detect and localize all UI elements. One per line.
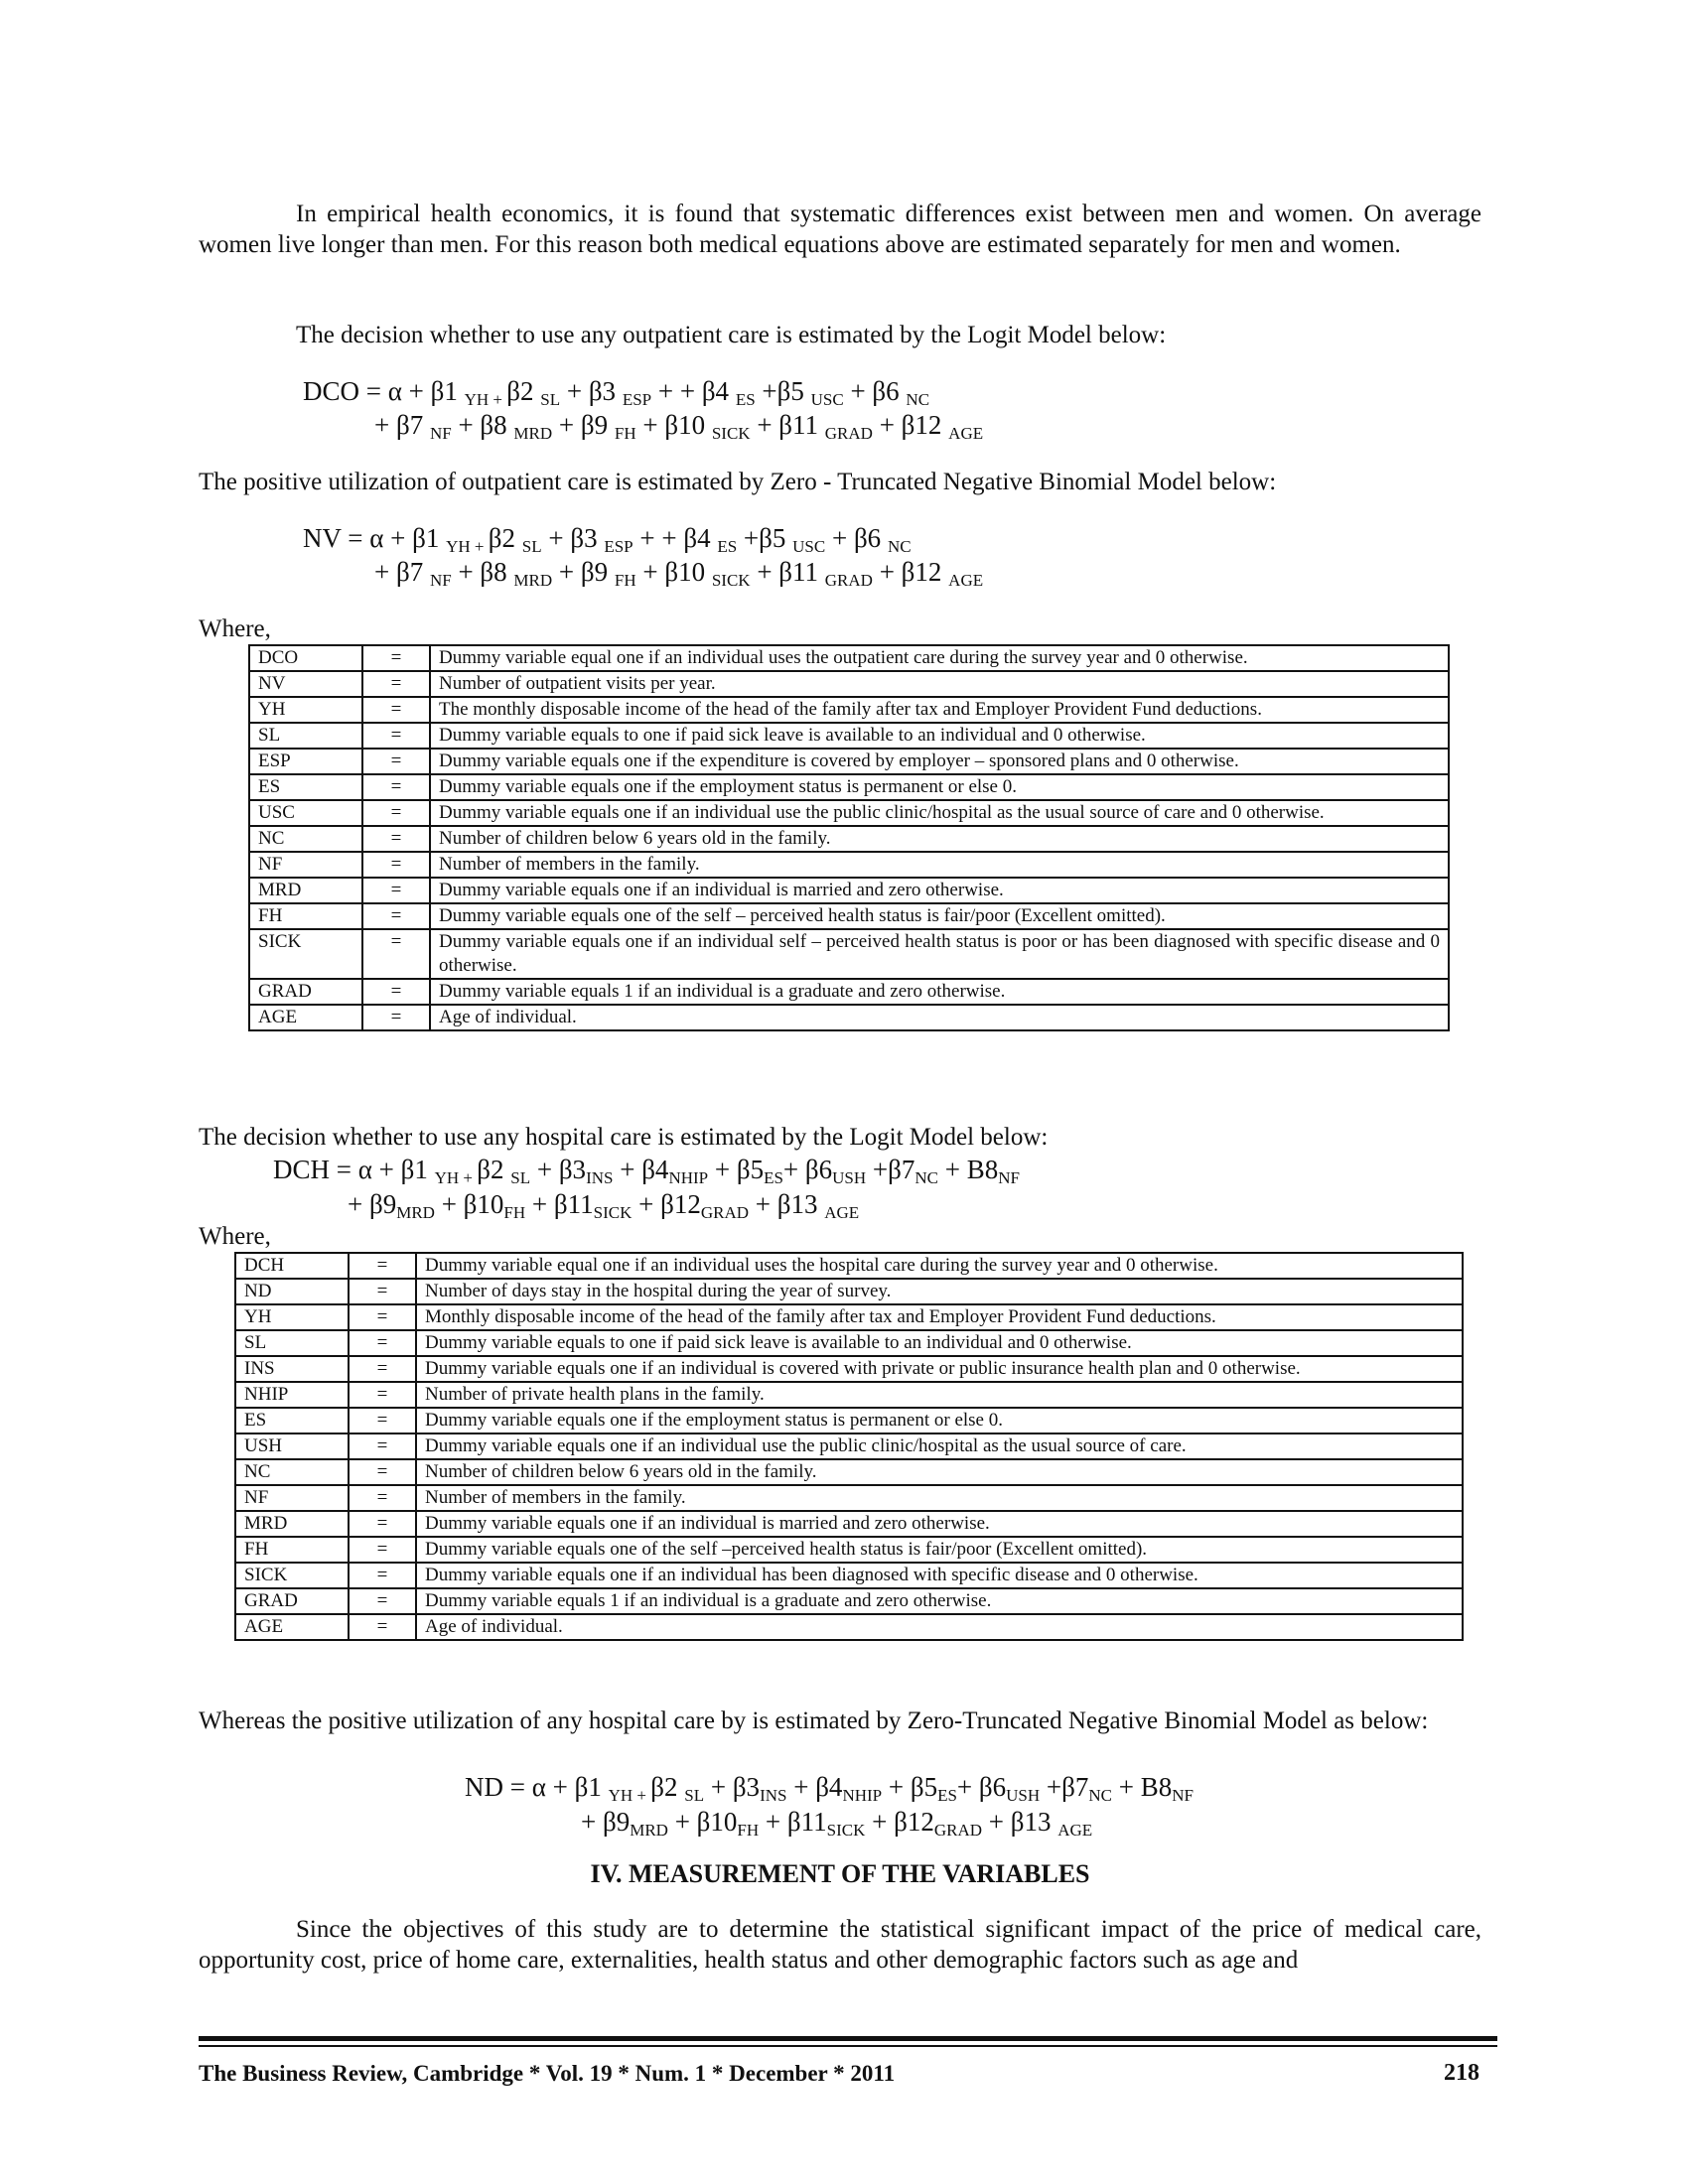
equation-subscript: NF: [1172, 1786, 1194, 1805]
equals-cell: =: [362, 723, 430, 749]
section-heading: IV. MEASUREMENT OF THE VARIABLES: [590, 1859, 1090, 1888]
equation-term: + B8: [938, 1155, 999, 1184]
equation-subscript: FH: [614, 571, 636, 590]
where-label-2: Where,: [199, 1223, 271, 1250]
equation-term: + β3: [541, 523, 605, 553]
variable-description-cell: Dummy variable equals one if an individual has been diagnosed with specific disease and 0 otherwise.: [416, 1563, 1463, 1588]
equation-term: +β7: [866, 1155, 915, 1184]
equals-cell: =: [349, 1614, 416, 1640]
equation-subscript: NHIP: [668, 1168, 709, 1187]
equals-cell: =: [362, 774, 430, 800]
outpatient-utilization-paragraph: The positive utilization of outpatient care is estimated by Zero - Truncated Negative Binomial Model below:: [199, 469, 1277, 495]
equation-subscript: INS: [760, 1786, 787, 1805]
variables-table-outpatient: [248, 644, 1450, 1031]
variable-description-cell: Dummy variable equals one if the employment status is permanent or else 0.: [430, 774, 1449, 800]
table-row: [249, 852, 1449, 878]
equation-subscript: YH +: [446, 537, 489, 556]
table-row: [235, 1614, 1463, 1640]
equation-term: + β9: [552, 557, 615, 587]
equals-cell: =: [349, 1563, 416, 1588]
where-label-1: Where,: [199, 615, 271, 642]
table-row: [249, 929, 1449, 979]
equation-subscript: SL: [684, 1786, 705, 1805]
equation-dco-line-2: [374, 409, 983, 441]
table-row: [249, 749, 1449, 774]
equation-subscript: NF: [429, 424, 452, 443]
variable-description-cell: Monthly disposable income of the head of the family after tax and Employer Provident Fund deductions.: [416, 1304, 1463, 1330]
equation-term: + β9: [552, 410, 615, 440]
equals-cell: =: [362, 826, 430, 852]
equals-cell: =: [362, 852, 430, 878]
equation-subscript: USH: [1006, 1786, 1041, 1805]
equation-term: + β10: [667, 1807, 738, 1837]
variable-description-cell: Number of days stay in the hospital during the year of survey.: [416, 1279, 1463, 1304]
equation-subscript: MRD: [630, 1821, 668, 1840]
equals-cell: =: [349, 1408, 416, 1433]
variable-description-cell: Dummy variable equals one if an individual is married and zero otherwise.: [430, 878, 1449, 903]
equals-cell: =: [349, 1279, 416, 1304]
equation-term: + β12: [872, 557, 949, 587]
variable-symbol-cell: GRAD: [249, 979, 362, 1005]
equation-subscript: YH +: [608, 1786, 651, 1805]
equation-term: + β11: [750, 557, 825, 587]
table-row: [249, 774, 1449, 800]
variable-symbol-cell: USC: [249, 800, 362, 826]
variable-symbol-cell: GRAD: [235, 1588, 349, 1614]
equation-nd-line-2: [581, 1806, 1092, 1838]
variable-symbol-cell: INS: [235, 1356, 349, 1382]
intro-paragraph-2: The decision whether to use any outpatient care is estimated by the Logit Model below:: [296, 322, 1167, 348]
equation-term: DCH = α + β1: [273, 1155, 435, 1184]
equation-subscript: NC: [887, 537, 912, 556]
equals-cell: =: [362, 878, 430, 903]
equation-subscript: SL: [521, 537, 542, 556]
hospital-utilization-paragraph: Whereas the positive utilization of any hospital care by is estimated by Zero-Truncated Negative Binomial Model as below:: [199, 1707, 1429, 1734]
equation-term: + β7: [374, 410, 430, 440]
equals-cell: =: [362, 979, 430, 1005]
variable-description-cell: Dummy variable equals to one if paid sick leave is available to an individual and 0 otherwise.: [430, 723, 1449, 749]
variable-description-cell: Dummy variable equals one if the expenditure is covered by employer – sponsored plans and 0 otherwise.: [430, 749, 1449, 774]
equation-subscript: SL: [510, 1168, 531, 1187]
equation-term: + β5: [708, 1155, 765, 1184]
equation-term: + β9: [348, 1189, 397, 1219]
equation-subscript: USC: [792, 537, 826, 556]
equation-subscript: MRD: [396, 1203, 435, 1222]
equation-term: + β10: [434, 1189, 504, 1219]
variable-description-cell: Dummy variable equals one if an individual is covered with private or public insurance health plan and 0 otherwise.: [416, 1356, 1463, 1382]
equals-cell: =: [362, 929, 430, 979]
table-row: [235, 1563, 1463, 1588]
equation-term: + β8: [451, 410, 514, 440]
variable-symbol-cell: MRD: [249, 878, 362, 903]
equation-term: + β10: [635, 410, 712, 440]
equation-term: NV = α + β1: [303, 523, 447, 553]
equation-subscript: AGE: [948, 571, 984, 590]
equation-term: + β13: [749, 1189, 825, 1219]
equation-subscript: YH +: [434, 1168, 478, 1187]
variable-symbol-cell: NV: [249, 671, 362, 697]
table-row: [249, 1005, 1449, 1030]
equation-term: + β8: [451, 557, 514, 587]
intro-paragraph-1: In empirical health economics, it is found that systematic differences exist between men and women. On average women live longer than men. For this reason both medical equations above are estimated separately for men and women.: [199, 201, 1481, 258]
variable-symbol-cell: ES: [235, 1408, 349, 1433]
variable-symbol-cell: AGE: [235, 1614, 349, 1640]
equals-cell: =: [349, 1382, 416, 1408]
variable-description-cell: Dummy variable equals one if an individual is married and zero otherwise.: [416, 1511, 1463, 1537]
equation-subscript: SICK: [593, 1203, 633, 1222]
equation-term: + β6: [956, 1772, 1007, 1802]
equation-term: + β3: [530, 1155, 587, 1184]
table-row: [235, 1433, 1463, 1459]
variable-symbol-cell: NF: [235, 1485, 349, 1511]
equals-cell: =: [349, 1459, 416, 1485]
footer-rule-thick: [199, 2036, 1497, 2041]
variable-description-cell: Age of individual.: [416, 1614, 1463, 1640]
equals-cell: =: [349, 1537, 416, 1563]
table-row: [235, 1253, 1463, 1279]
variable-symbol-cell: SL: [235, 1330, 349, 1356]
variable-description-cell: Age of individual.: [430, 1005, 1449, 1030]
equation-term: + β12: [865, 1807, 934, 1837]
equation-term: + β6: [825, 523, 888, 553]
equation-subscript: FH: [614, 424, 636, 443]
equals-cell: =: [349, 1433, 416, 1459]
equation-subscript: AGE: [824, 1203, 860, 1222]
equation-subscript: SICK: [826, 1821, 866, 1840]
variable-symbol-cell: YH: [249, 697, 362, 723]
variable-description-cell: Dummy variable equals one if an individual self – perceived health status is poor or has been diagnosed with specific disease and 0 otherwise.: [430, 929, 1449, 979]
variable-description-cell: Dummy variable equals 1 if an individual is a graduate and zero otherwise.: [430, 979, 1449, 1005]
equation-subscript: ESP: [604, 537, 633, 556]
equals-cell: =: [362, 697, 430, 723]
table-row: [235, 1382, 1463, 1408]
equation-subscript: MRD: [513, 424, 553, 443]
equation-term: DCO = α + β1: [303, 376, 465, 406]
variable-description-cell: Dummy variable equals one if the employment status is permanent or else 0.: [416, 1408, 1463, 1433]
equation-subscript: FH: [737, 1821, 760, 1840]
variable-description-cell: Dummy variable equals one if an individual use the public clinic/hospital as the usual source of care.: [416, 1433, 1463, 1459]
table-row: [235, 1304, 1463, 1330]
equation-dco-line-1: [303, 375, 929, 407]
equation-term: + β6: [843, 376, 907, 406]
variable-symbol-cell: NF: [249, 852, 362, 878]
equation-term: + β13: [982, 1807, 1058, 1837]
equation-term: + β11: [750, 410, 825, 440]
equation-term: + β11: [759, 1807, 827, 1837]
equation-subscript: GRAD: [824, 424, 873, 443]
table-row: [249, 800, 1449, 826]
equation-term: +β5: [737, 523, 793, 553]
equals-cell: =: [362, 749, 430, 774]
variable-symbol-cell: NC: [235, 1459, 349, 1485]
table-row: [235, 1511, 1463, 1537]
equals-cell: =: [362, 671, 430, 697]
variable-description-cell: Dummy variable equals one if an individual use the public clinic/hospital as the usual source of care and 0 otherwise.: [430, 800, 1449, 826]
equation-term: + β12: [872, 410, 949, 440]
variable-symbol-cell: ESP: [249, 749, 362, 774]
equation-term: + β4: [613, 1155, 669, 1184]
variable-symbol-cell: NC: [249, 826, 362, 852]
equation-dch-line-1: [273, 1154, 1020, 1185]
equation-subscript: INS: [586, 1168, 614, 1187]
equation-term: + β3: [704, 1772, 761, 1802]
equation-subscript: NC: [914, 1168, 938, 1187]
variable-symbol-cell: YH: [235, 1304, 349, 1330]
variable-symbol-cell: FH: [249, 903, 362, 929]
measurement-paragraph: Since the objectives of this study are to determine the statistical significant impact of the price of medical care, opportunity cost, price of home care, externalities, health status and other demographic factors such as age and: [199, 1916, 1481, 1974]
equation-subscript: YH +: [464, 390, 507, 409]
variable-description-cell: Number of members in the family.: [430, 852, 1449, 878]
table-row: [235, 1279, 1463, 1304]
variable-symbol-cell: SICK: [249, 929, 362, 979]
table-row: [249, 878, 1449, 903]
equals-cell: =: [362, 903, 430, 929]
variable-description-cell: Number of children below 6 years old in the family.: [416, 1459, 1463, 1485]
variables-table-hospital: [234, 1252, 1464, 1641]
variable-symbol-cell: NHIP: [235, 1382, 349, 1408]
equation-term: + β6: [782, 1155, 833, 1184]
equation-nv-line-2: [374, 556, 983, 588]
variable-description-cell: Number of members in the family.: [416, 1485, 1463, 1511]
equation-subscript: GRAD: [700, 1203, 749, 1222]
equation-term: β2: [506, 376, 541, 406]
variable-symbol-cell: MRD: [235, 1511, 349, 1537]
equation-subscript: NC: [906, 390, 930, 409]
variable-symbol-cell: FH: [235, 1537, 349, 1563]
equation-term: + + β4: [651, 376, 736, 406]
table-row: [235, 1459, 1463, 1485]
variable-symbol-cell: AGE: [249, 1005, 362, 1030]
table-row: [235, 1588, 1463, 1614]
variable-description-cell: Number of outpatient visits per year.: [430, 671, 1449, 697]
equals-cell: =: [362, 645, 430, 671]
equals-cell: =: [362, 1005, 430, 1030]
equation-subscript: ES: [937, 1786, 957, 1805]
equation-term: ND = α + β1: [465, 1772, 609, 1802]
equation-subscript: USC: [810, 390, 844, 409]
variable-description-cell: The monthly disposable income of the head of the family after tax and Employer Provident Fund deductions.: [430, 697, 1449, 723]
equation-subscript: GRAD: [933, 1821, 982, 1840]
equation-subscript: SL: [540, 390, 561, 409]
variable-symbol-cell: SL: [249, 723, 362, 749]
table-row: [235, 1408, 1463, 1433]
equation-subscript: ESP: [622, 390, 652, 409]
equals-cell: =: [349, 1356, 416, 1382]
table-row: [235, 1356, 1463, 1382]
equals-cell: =: [349, 1253, 416, 1279]
equation-term: β2: [477, 1155, 511, 1184]
equation-subscript: NF: [429, 571, 452, 590]
equation-subscript: NC: [1088, 1786, 1112, 1805]
equation-term: + β9: [581, 1807, 631, 1837]
equation-subscript: MRD: [513, 571, 553, 590]
equation-term: + β5: [882, 1772, 938, 1802]
variable-symbol-cell: ES: [249, 774, 362, 800]
table-row: [249, 826, 1449, 852]
equation-subscript: SICK: [711, 571, 751, 590]
variable-description-cell: Dummy variable equal one if an individual uses the outpatient care during the survey year and 0 otherwise.: [430, 645, 1449, 671]
variable-description-cell: Dummy variable equals one of the self –perceived health status is fair/poor (Excellent omitted).: [416, 1537, 1463, 1563]
equals-cell: =: [349, 1588, 416, 1614]
variable-description-cell: Dummy variable equals 1 if an individual is a graduate and zero otherwise.: [416, 1588, 1463, 1614]
equation-term: + β4: [786, 1772, 843, 1802]
variable-symbol-cell: ND: [235, 1279, 349, 1304]
variable-symbol-cell: DCH: [235, 1253, 349, 1279]
equals-cell: =: [349, 1304, 416, 1330]
equals-cell: =: [362, 800, 430, 826]
equation-term: + β7: [374, 557, 430, 587]
equation-term: β2: [650, 1772, 685, 1802]
table-row: [235, 1485, 1463, 1511]
table-row: [249, 671, 1449, 697]
variable-description-cell: Dummy variable equals one of the self – perceived health status is fair/poor (Excellent omitted).: [430, 903, 1449, 929]
footer-page-number: 218: [1444, 2060, 1479, 2086]
equation-subscript: USH: [832, 1168, 867, 1187]
equation-subscript: ES: [764, 1168, 783, 1187]
equation-nv-line-1: [303, 522, 912, 554]
variable-description-cell: Dummy variable equal one if an individual uses the hospital care during the survey year and 0 otherwise.: [416, 1253, 1463, 1279]
variable-description-cell: Number of children below 6 years old in the family.: [430, 826, 1449, 852]
equation-subscript: ES: [735, 390, 756, 409]
table-row: [249, 979, 1449, 1005]
variable-description-cell: Number of private health plans in the family.: [416, 1382, 1463, 1408]
equation-term: + + β4: [633, 523, 718, 553]
equation-nd-line-1: [465, 1771, 1194, 1803]
equation-term: β2: [488, 523, 522, 553]
table-row: [249, 697, 1449, 723]
table-row: [249, 903, 1449, 929]
table-row: [235, 1330, 1463, 1356]
equation-term: + β10: [635, 557, 712, 587]
variable-symbol-cell: DCO: [249, 645, 362, 671]
table-row: [235, 1537, 1463, 1563]
footer-journal: The Business Review, Cambridge * Vol. 19 * Num. 1 * December * 2011: [199, 2061, 896, 2086]
table-row: [249, 723, 1449, 749]
hospital-decision-paragraph: The decision whether to use any hospital care is estimated by the Logit Model below:: [199, 1124, 1049, 1151]
equals-cell: =: [349, 1330, 416, 1356]
equation-term: + B8: [1112, 1772, 1173, 1802]
variable-description-cell: Dummy variable equals to one if paid sick leave is available to an individual and 0 otherwise.: [416, 1330, 1463, 1356]
equation-subscript: AGE: [1057, 1821, 1093, 1840]
equation-subscript: SICK: [711, 424, 751, 443]
footer-rule-thin: [199, 2045, 1497, 2047]
equals-cell: =: [349, 1511, 416, 1537]
equation-subscript: ES: [717, 537, 738, 556]
equation-subscript: NF: [998, 1168, 1020, 1187]
equation-term: +β5: [755, 376, 811, 406]
equation-term: + β12: [632, 1189, 701, 1219]
variable-symbol-cell: USH: [235, 1433, 349, 1459]
equation-subscript: GRAD: [824, 571, 873, 590]
variable-symbol-cell: SICK: [235, 1563, 349, 1588]
equation-term: +β7: [1040, 1772, 1089, 1802]
equation-dch-line-2: [348, 1188, 859, 1220]
equals-cell: =: [349, 1485, 416, 1511]
equation-term: + β11: [525, 1189, 594, 1219]
equation-subscript: AGE: [948, 424, 984, 443]
equation-subscript: NHIP: [842, 1786, 883, 1805]
equation-term: + β3: [560, 376, 623, 406]
table-row: [249, 645, 1449, 671]
equation-subscript: FH: [503, 1203, 526, 1222]
